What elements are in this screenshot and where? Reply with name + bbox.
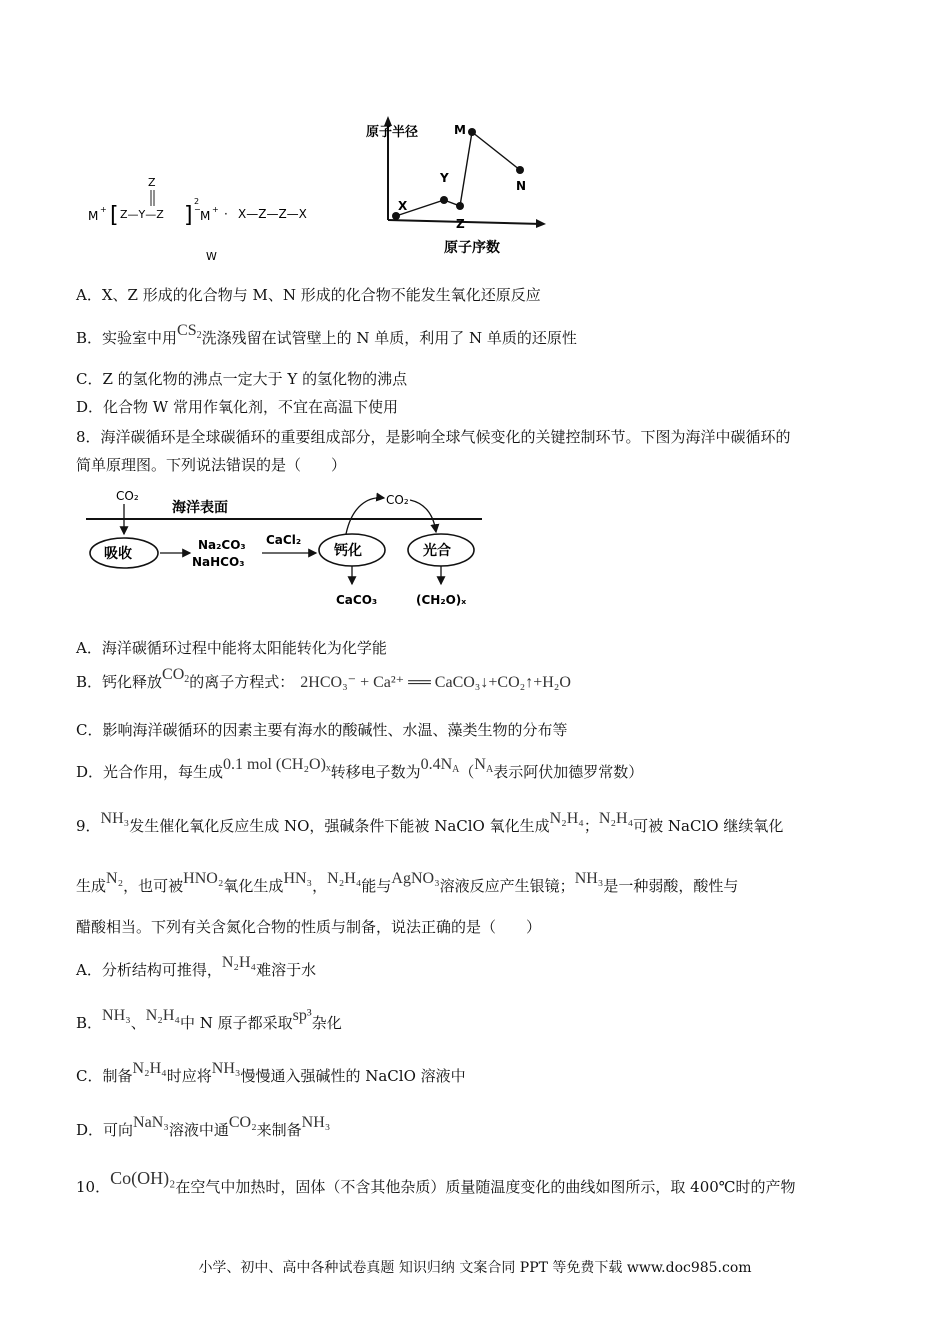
w-label: W — [206, 250, 217, 263]
co2-out-label: CO₂ — [386, 493, 409, 507]
svg-text:·: · — [224, 207, 228, 221]
point-m — [468, 128, 476, 136]
formula-cs2: CS2 — [177, 322, 202, 341]
svg-text:−: − — [194, 205, 201, 214]
q9-stem-line3: 醋酸相当。下列有关含氮化合物的性质与制备，说法正确的是（ ） — [76, 918, 542, 936]
svg-text:+: + — [100, 205, 107, 214]
calcification-equation: 2HCO₃⁻ + Ca²⁺ ══ CaCO₃↓+CO₂↑+H₂O — [300, 674, 571, 691]
atomic-radius-chart — [360, 112, 550, 268]
q7-option-c: C．Z 的氢化物的沸点一定大于 Y 的氢化物的沸点 — [76, 370, 408, 388]
ch2o-label: (CH₂O)ₓ — [416, 593, 467, 607]
q8-option-b: B．钙化释放CO2的离子方程式： 2HCO₃⁻ + Ca²⁺ ══ CaCO₃↓+CO₂↑+H₂O — [76, 666, 571, 691]
formula-na: NA — [474, 756, 494, 775]
left-bracket: [ — [110, 203, 119, 228]
x-axis-label: 原子序数 — [444, 240, 500, 256]
q10-stem: 10．Co(OH)₂在空气中加热时，固体（不含其他杂质）质量随温度变化的曲线如图所示，取 400℃时的产物 — [76, 1168, 796, 1196]
svg-text:钙化: 钙化 — [334, 543, 362, 559]
q9-option-c: C．制备N₂H₄时应将NH₃慢慢通入强碱性的 NaClO 溶液中 — [76, 1060, 466, 1085]
point-x — [392, 212, 400, 220]
q9-option-a: A．分析结构可推得，N₂H₄难溶于水 — [76, 954, 317, 979]
page-footer: 小学、初中、高中各种试卷真题 知识归纳 文案合同 PPT 等免费下载 www.doc985.com — [198, 1260, 752, 1276]
q8-option-c: C．影响海洋碳循环的因素主要有海水的酸碱性、水温、藻类生物的分布等 — [76, 721, 568, 739]
q8-stem-line1: 8．海洋碳循环是全球碳循环的重要组成部分，是影响全球气候变化的关键控制环节。下图为海洋中碳循环的 — [76, 428, 791, 446]
point-label-n: N — [516, 179, 527, 193]
co2-in-label: CO₂ — [116, 489, 139, 503]
cacl2-label: CaCl₂ — [266, 533, 302, 547]
q9-stem-line2: 生成N₂，也可被HNO₂氧化生成HN₃，N₂H₄能与AgNO₃溶液反应产生银镜；NH₃是一种弱酸，酸性与 — [76, 870, 739, 895]
svg-text:+: + — [212, 205, 219, 214]
na2co3-label: Na₂CO₃ — [198, 538, 246, 552]
x-axis — [388, 220, 542, 224]
point-y — [440, 196, 448, 204]
formula-cooh2: Co(OH)₂ — [110, 1168, 176, 1188]
point-n — [516, 166, 524, 174]
q8-option-a: A．海洋碳循环过程中能将太阳能转化为化学能 — [76, 639, 387, 657]
left-cation: M — [88, 209, 99, 223]
formula-0.4na: 0.4NA — [420, 756, 460, 775]
q9-stem-line1: 9．NH₃发生催化氧化反应生成 NO，强碱条件下能被 NaClO 氧化生成N₂H₄；N₂H₄可被 NaClO 继续氧化 — [76, 810, 784, 835]
right-bracket: ] — [184, 203, 193, 228]
ocean-carbon-cycle-diagram — [80, 486, 490, 614]
q9-option-b: B．NH₃、N₂H₄中 N 原子都采取sp³杂化 — [76, 1007, 342, 1032]
point-label-m: M — [454, 123, 466, 137]
point-label-x: X — [398, 199, 408, 213]
caco3-label: CaCO₃ — [336, 593, 378, 607]
surface-label: 海洋表面 — [172, 500, 228, 516]
q7-option-b: B．实验室中用CS2洗涤残留在试管壁上的 N 单质，利用了 N 单质的还原性 — [76, 322, 577, 347]
formula-ch2o: 0.1 mol (CH₂O)ₓ — [223, 756, 331, 773]
anion-chain: Z—Y—Z — [120, 208, 164, 221]
right-cation: M — [200, 209, 211, 223]
svg-text:光合: 光合 — [423, 543, 451, 559]
y-axis-label: 原子半径 — [366, 125, 419, 140]
svg-text:吸收: 吸收 — [104, 546, 132, 562]
svg-text:2: 2 — [194, 197, 200, 206]
point-label-y: Y — [440, 171, 449, 185]
point-z — [456, 202, 464, 210]
top-z: Z — [148, 176, 156, 189]
structure-formula-figure — [80, 170, 350, 270]
formula-co2: CO2 — [162, 666, 190, 685]
q8-stem-line2: 简单原理图。下列说法错误的是（ ） — [76, 456, 347, 474]
q7-option-a: A．X、Z 形成的化合物与 M、N 形成的化合物不能发生氧化还原反应 — [76, 286, 541, 304]
nahco3-label: NaHCO₃ — [192, 555, 245, 569]
q7-option-d: D．化合物 W 常用作氧化剂，不宜在高温下使用 — [76, 398, 398, 416]
q8-option-d: D．光合作用，每生成0.1 mol (CH₂O)ₓ转移电子数为0.4NA（NA表示阿伏加德罗常数） — [76, 756, 644, 781]
xzzx-chain: X—Z—Z—X — [238, 207, 307, 221]
point-label-z: Z — [456, 217, 465, 231]
q9-option-d: D．可向NaN₃溶液中通CO₂来制备NH₃ — [76, 1114, 331, 1139]
